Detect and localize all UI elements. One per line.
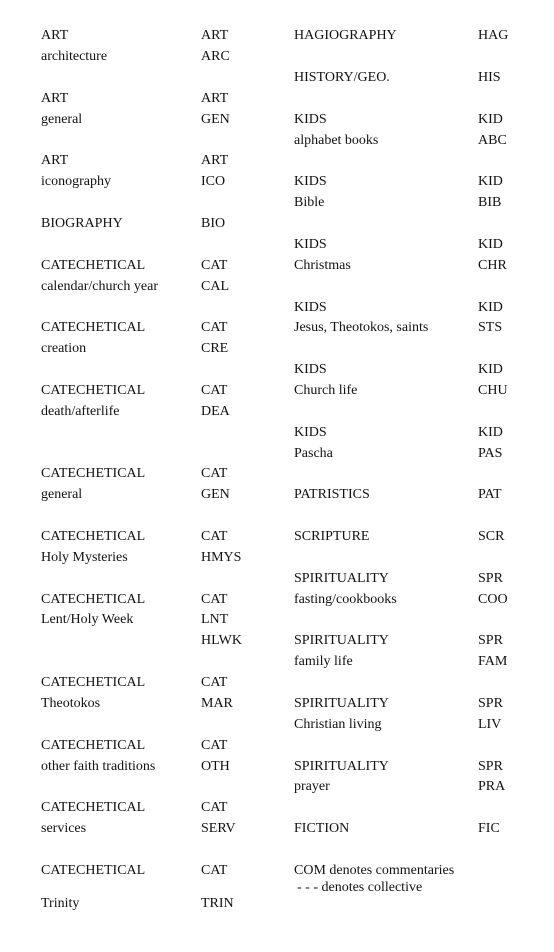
category-code: ICO — [201, 174, 226, 189]
subcategory-label: Christian living — [294, 717, 382, 732]
category-code: CAT — [201, 675, 228, 690]
category-heading: CATECHETICAL — [41, 529, 146, 544]
subcategory-label: family life — [294, 654, 353, 669]
category-heading: SPIRITUALITY — [294, 633, 389, 648]
category-code: CAT — [201, 320, 228, 335]
category-code: TRIN — [201, 896, 234, 911]
subcategory-label: other faith traditions — [41, 759, 156, 774]
category-code: ART — [201, 28, 229, 43]
subcategory-label: Pascha — [294, 446, 333, 461]
category-code: KID — [478, 425, 503, 440]
category-heading: CATECHETICAL — [41, 592, 146, 607]
category-code: LIV — [478, 717, 502, 732]
category-code: CAT — [201, 592, 228, 607]
category-code: ART — [201, 153, 229, 168]
category-code: ARC — [201, 49, 230, 64]
subcategory-label: general — [41, 112, 83, 127]
category-code: CAT — [201, 800, 228, 815]
subcategory-label: fasting/cookbooks — [294, 592, 397, 607]
category-code: KID — [478, 174, 503, 189]
category-code: CHR — [478, 258, 507, 273]
note-collective: - - - denotes collective — [297, 880, 423, 895]
category-code: CAT — [201, 863, 228, 878]
subcategory-label: calendar/church year — [41, 279, 158, 294]
category-code: MAR — [201, 696, 233, 711]
category-heading: CATECHETICAL — [41, 320, 146, 335]
category-code: FAM — [478, 654, 508, 669]
subcategory-label: death/afterlife — [41, 404, 120, 419]
category-code: KID — [478, 362, 503, 377]
category-code: SPR — [478, 696, 503, 711]
category-heading: BIOGRAPHY — [41, 216, 123, 231]
category-code: SPR — [478, 571, 503, 586]
category-code: FIC — [478, 821, 500, 836]
category-code: CHU — [478, 383, 508, 398]
category-code: BIB — [478, 195, 502, 210]
category-code: STS — [478, 320, 503, 335]
category-code: HMYS — [201, 550, 242, 565]
category-code: OTH — [201, 759, 230, 774]
category-code: SERV — [201, 821, 236, 836]
subcategory-label: architecture — [41, 49, 108, 64]
subcategory-label: Church life — [294, 383, 358, 398]
category-code: HAG — [478, 28, 509, 43]
category-code: GEN — [201, 112, 230, 127]
category-code: PAT — [478, 487, 502, 502]
category-heading: PATRISTICS — [294, 487, 370, 502]
category-heading: KIDS — [294, 300, 327, 315]
subcategory-label: Holy Mysteries — [41, 550, 128, 565]
category-code: CAT — [201, 738, 228, 753]
category-code: SPR — [478, 633, 503, 648]
category-code: CAL — [201, 279, 229, 294]
category-heading: SPIRITUALITY — [294, 571, 389, 586]
subcategory-label: Trinity — [41, 896, 80, 911]
category-heading: CATECHETICAL — [41, 738, 146, 753]
subcategory-label: Bible — [294, 195, 325, 210]
category-heading: CATECHETICAL — [41, 258, 146, 273]
subcategory-label: creation — [41, 341, 87, 356]
category-code: PRA — [478, 779, 506, 794]
note-commentaries: COM denotes commentaries — [294, 863, 455, 878]
category-code: KID — [478, 112, 503, 127]
category-heading: CATECHETICAL — [41, 466, 146, 481]
category-heading: SPIRITUALITY — [294, 759, 389, 774]
subcategory-label: general — [41, 487, 83, 502]
category-heading: ART — [41, 153, 69, 168]
category-code: CAT — [201, 258, 228, 273]
category-code: CRE — [201, 341, 229, 356]
category-heading: SCRIPTURE — [294, 529, 370, 544]
category-code: KID — [478, 300, 503, 315]
category-heading: HISTORY/GEO. — [294, 70, 390, 85]
category-code: BIO — [201, 216, 226, 231]
category-heading: FICTION — [294, 821, 350, 836]
category-code: SPR — [478, 759, 503, 774]
subcategory-label: Christmas — [294, 258, 351, 273]
category-heading: KIDS — [294, 237, 327, 252]
category-code: CAT — [201, 466, 228, 481]
category-heading: KIDS — [294, 425, 327, 440]
category-code: CAT — [201, 529, 228, 544]
category-code: KID — [478, 237, 503, 252]
category-code: CAT — [201, 383, 228, 398]
category-code: ABC — [478, 133, 507, 148]
category-code: GEN — [201, 487, 230, 502]
subcategory-label: prayer — [294, 779, 330, 794]
subcategory-label: Jesus, Theotokos, saints — [294, 320, 429, 335]
category-heading: CATECHETICAL — [41, 383, 146, 398]
category-heading: CATECHETICAL — [41, 800, 146, 815]
subcategory-label: alphabet books — [294, 133, 379, 148]
subcategory-label: iconography — [41, 174, 111, 189]
category-code: PAS — [478, 446, 503, 461]
category-heading: KIDS — [294, 174, 327, 189]
subcategory-label: services — [41, 821, 87, 836]
category-code: COO — [478, 592, 508, 607]
category-heading: CATECHETICAL — [41, 675, 146, 690]
subcategory-label: Theotokos — [41, 696, 101, 711]
category-heading: KIDS — [294, 112, 327, 127]
category-heading: CATECHETICAL — [41, 863, 146, 878]
category-heading: HAGIOGRAPHY — [294, 28, 397, 43]
category-heading: SPIRITUALITY — [294, 696, 389, 711]
category-code: ART — [201, 91, 229, 106]
category-code: SCR — [478, 529, 505, 544]
category-heading: KIDS — [294, 362, 327, 377]
category-heading: ART — [41, 91, 69, 106]
category-code: HIS — [478, 70, 501, 85]
category-code: HLWK — [201, 633, 242, 648]
category-code: LNT — [201, 612, 229, 627]
subcategory-label: Lent/Holy Week — [41, 612, 134, 627]
category-code: DEA — [201, 404, 230, 419]
category-heading: ART — [41, 28, 69, 43]
